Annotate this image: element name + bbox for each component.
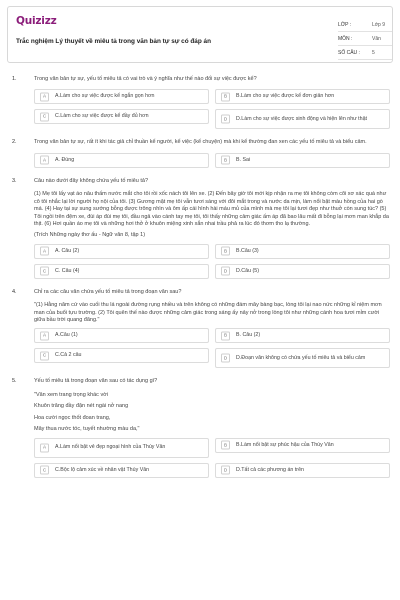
question-number: 1.	[12, 76, 17, 82]
answer-option-c[interactable]	[34, 348, 209, 363]
option-text: B.Làm cho sự việc được kể đơn giản hơn	[236, 93, 335, 100]
option-text: C.Cả 2 câu	[55, 352, 82, 359]
answer-options	[34, 438, 390, 478]
option-text: C.Bộc lộ cảm xúc về nhân vật Thúy Vân	[55, 466, 150, 473]
answer-option-a[interactable]	[34, 244, 209, 259]
meta-key: SỐ CÂU :	[338, 50, 360, 56]
option-letter-box: C	[40, 267, 49, 276]
option-letter-box: A	[40, 247, 49, 256]
option-letter-box: A	[40, 443, 49, 452]
answer-option-b[interactable]	[215, 438, 390, 453]
option-letter-box: B	[221, 441, 230, 450]
answer-option-d[interactable]	[215, 109, 390, 129]
question-item	[12, 289, 390, 369]
meta-value: Văn	[372, 36, 381, 42]
meta-row-grade	[338, 18, 392, 32]
answer-option-d[interactable]	[215, 463, 390, 478]
answer-options	[34, 328, 390, 368]
option-letter-box: A	[40, 331, 49, 340]
option-text: D.Câu (5)	[236, 267, 259, 274]
question-body	[34, 76, 390, 129]
question-text: Chỉ ra các câu văn chứa yếu tố miêu tả trong đoạn văn sau?	[34, 288, 182, 295]
question-body	[34, 139, 390, 167]
option-letter-box: D	[221, 466, 230, 475]
option-text: B.Làm nổi bật sự phúc hậu của Thúy Vân	[236, 441, 334, 448]
option-letter-box: B	[221, 92, 230, 101]
question-passage: (Trích Những ngày thơ ấu - Ngữ văn 8, tập 1)	[34, 232, 146, 239]
option-text: C.Làm cho sự việc được kể đầy đủ hơn	[55, 113, 149, 120]
answer-option-a[interactable]	[34, 89, 209, 104]
answer-option-b[interactable]	[215, 328, 390, 343]
question-list	[12, 76, 390, 488]
question-body	[34, 289, 390, 369]
option-letter-box: D	[221, 267, 230, 276]
option-letter-box: C	[40, 351, 49, 360]
answer-option-c[interactable]	[34, 109, 209, 124]
meta-value: 5	[372, 50, 375, 56]
answer-option-a[interactable]	[34, 328, 209, 343]
answer-option-b[interactable]	[215, 153, 390, 168]
answer-option-b[interactable]	[215, 89, 390, 104]
option-letter-box: B	[221, 247, 230, 256]
answer-option-d[interactable]	[215, 348, 390, 368]
answer-options	[34, 89, 390, 129]
answer-option-a[interactable]	[34, 153, 209, 168]
meta-row-count	[338, 46, 392, 60]
option-text: A. Câu (2)	[55, 247, 80, 254]
option-letter-box: D	[221, 354, 230, 363]
option-text: B. Câu (2)	[236, 332, 261, 339]
meta-key: MÔN :	[338, 36, 353, 42]
option-text: A.Làm nổi bật vẻ đẹp ngoại hình của Thúy Vân	[55, 444, 166, 451]
question-text: Trong văn bản tự sự, rất ít khi tác giả chỉ thuần kể người, kể việc (kể chuyện) mà khi kể thường đan xen các yếu tố miêu tả và biểu cảm.	[34, 139, 367, 146]
option-text: A.Câu (1)	[55, 332, 78, 339]
answer-option-a[interactable]	[34, 438, 209, 458]
question-text: Câu nào dưới đây không chứa yếu tố miêu tả?	[34, 177, 149, 184]
question-item	[12, 139, 390, 167]
question-item	[12, 76, 390, 129]
answer-options	[34, 244, 390, 279]
answer-options	[34, 153, 390, 168]
question-item	[12, 378, 390, 477]
option-text: B. Sai	[236, 156, 251, 163]
option-text: A. Đúng	[55, 156, 75, 163]
question-passage: Mây thua nước tóc, tuyết nhường màu da,"	[34, 426, 140, 433]
option-text: C. Câu (4)	[55, 267, 80, 274]
meta-key: LỚP :	[338, 22, 352, 28]
option-letter-box: D	[221, 115, 230, 124]
option-letter-box: C	[40, 112, 49, 121]
option-letter-box: B	[221, 331, 230, 340]
question-item	[12, 178, 390, 279]
question-number: 5.	[12, 378, 17, 385]
question-passage: (1) Mẹ tôi lấy vạt áo nâu thấm nước mắt cho tôi rồi xốc nách tôi lên xe. (2) Đến bây giờ tôi mới kịp nhận ra mẹ tôi không còm cõi xơ xác quá như cô tôi nhắc lại lời người họ nội của tôi. (3) Gương mặt mẹ tôi vẫn tươi sáng với đôi mắt trong và nước da mịn, làm nổi bật màu hồng của hai gò má. (4) Hay tại sự sung sướng bỗng được trông nhìn và ôm ấp cái hình hài máu mủ của mình mà mẹ tôi lại tươi đẹp như thuở còn sung túc? (5) Tôi ngồi trên đệm xe, đùi áp đùi mẹ tôi, đầu ngả vào cánh tay mẹ tôi, tôi thấy những cảm giác ấm áp đã bao lâu mất đi bỗng lại mơn man khắp da thịt. (6) Hơi quần áo mẹ tôi và những hơi thở ở khuôn miệng xinh xắn nhai trầu phả ra lúc đó thơm tho lạ thường.	[34, 191, 389, 227]
quizizz-logo: Quizizz	[16, 15, 57, 27]
question-passage: Hoa cười ngọc thốt đoan trang,	[34, 414, 111, 421]
option-text: D.Làm cho sự việc được sinh động và hiện lên như thật	[236, 115, 368, 122]
question-number: 2.	[12, 139, 17, 146]
question-body	[34, 178, 390, 279]
worksheet-header	[7, 6, 393, 63]
question-passage: Khuôn trăng đầy đặn nét ngài nở nang	[34, 403, 129, 410]
meta-value: Lớp 9	[372, 22, 386, 28]
option-text: A.Làm cho sự việc được kể ngắn gọn hơn	[55, 93, 155, 100]
option-text: D.Tất cả các phương án trên	[236, 466, 304, 473]
question-number: 4.	[12, 288, 17, 295]
meta-row-subject	[338, 32, 392, 46]
question-text: Trong văn bản tự sự, yếu tố miêu tả có vai trò và ý nghĩa như thế nào đối sự việc được kể?	[34, 76, 257, 82]
answer-option-d[interactable]	[215, 264, 390, 279]
question-passage: "Vân xem trang trọng khác vời	[34, 391, 109, 398]
option-text: D.Đoạn văn không có chứa yếu tố miêu tả và biểu cảm	[236, 354, 366, 361]
option-letter-box: C	[40, 466, 49, 475]
option-text: B.Câu (3)	[236, 247, 259, 254]
question-text: Yếu tố miêu tả trong đoạn văn sau có tác dụng gì?	[34, 378, 158, 385]
answer-option-c[interactable]	[34, 463, 209, 478]
question-number: 3.	[12, 177, 17, 184]
option-letter-box: A	[40, 92, 49, 101]
answer-option-b[interactable]	[215, 244, 390, 259]
worksheet-title: Trắc nghiệm Lý thuyết về miêu tả trong văn bản tự sự có đáp án	[16, 38, 211, 45]
question-body	[34, 378, 390, 477]
option-letter-box: A	[40, 156, 49, 165]
question-passage: "(1) Hằng năm cứ vào cuối thu lá ngoài đường rụng nhiều và trên không có những đám mây bàng bạc, lòng tôi lại nao nức những kỉ niệm mơn man của buổi tựu trường. (2) Tôi quên thế nào được những cảm giác trong sáng ấy nảy nở trong lòng tôi như những cánh hoa tươi mỉm cười giữa bầu trời quang đãng."	[34, 302, 382, 324]
answer-option-c[interactable]	[34, 264, 209, 279]
worksheet-meta	[338, 18, 392, 60]
option-letter-box: B	[221, 156, 230, 165]
